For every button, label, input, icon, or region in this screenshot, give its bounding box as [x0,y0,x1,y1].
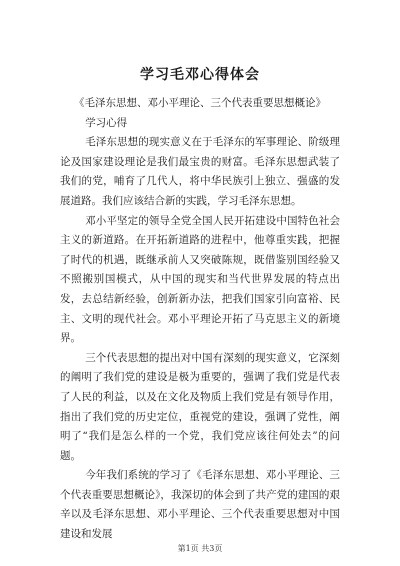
document-subtitle: 《毛泽东思想、邓小平理论、三个代表重要思想概论》 [74,97,326,109]
paragraph-deng: 邓小平坚定的领导全党全国人民开拓建设中国特色社会主义的新道路。在开拓新道路的进程中，他尊重实践，把握了时代的机遇，既继承前人又突破陈规，既借鉴别国经验又不照搬别国模式，从中国的现实和当代世界发展的特点出发，去总结新经验，创新新办法，把我们国家引向富裕、民主、文明的现代社会。邓小平理论开拓了马克思主义的新境界。 [60,214,340,345]
page-number-footer: 第1页 共3页 [177,544,223,553]
paragraph-three-represents: 三个代表思想的提出对中国有深刻的现实意义，它深刻的阐明了我们党的建设是极为重要的，强调了我们党是代表了人民的利益，以及在文化及物质上我们党是有领导作用，指出了我们党的历史定位，重视党的建设，强调了党性，阐明了“我们是怎么样的一个党，我们党应该往何处去”的问题。 [60,351,340,462]
paragraph-mao: 毛泽东思想的现实意义在于毛泽东的军事理论、阶级理论及国家建设理论是我们最宝贵的财富。毛泽东思想武装了我们的党，哺育了几代人，将中华民族引上独立、强盛的发展道路。我们应该结合新的实践，学习毛泽东思想。 [60,136,340,207]
paragraph-heading: 学习心得 [85,116,128,129]
document-title: 学习毛邓心得体会 [140,67,260,83]
paragraph-reflection: 今年我们系统的学习了《毛泽东思想、邓小平理论、三个代表重要思想概论》，我深切的体会到了共产党的建国的艰辛以及毛泽东思想、邓小平理论、三个代表重要思想对中国建设和发展 [60,469,340,541]
document-body [60,94,340,545]
